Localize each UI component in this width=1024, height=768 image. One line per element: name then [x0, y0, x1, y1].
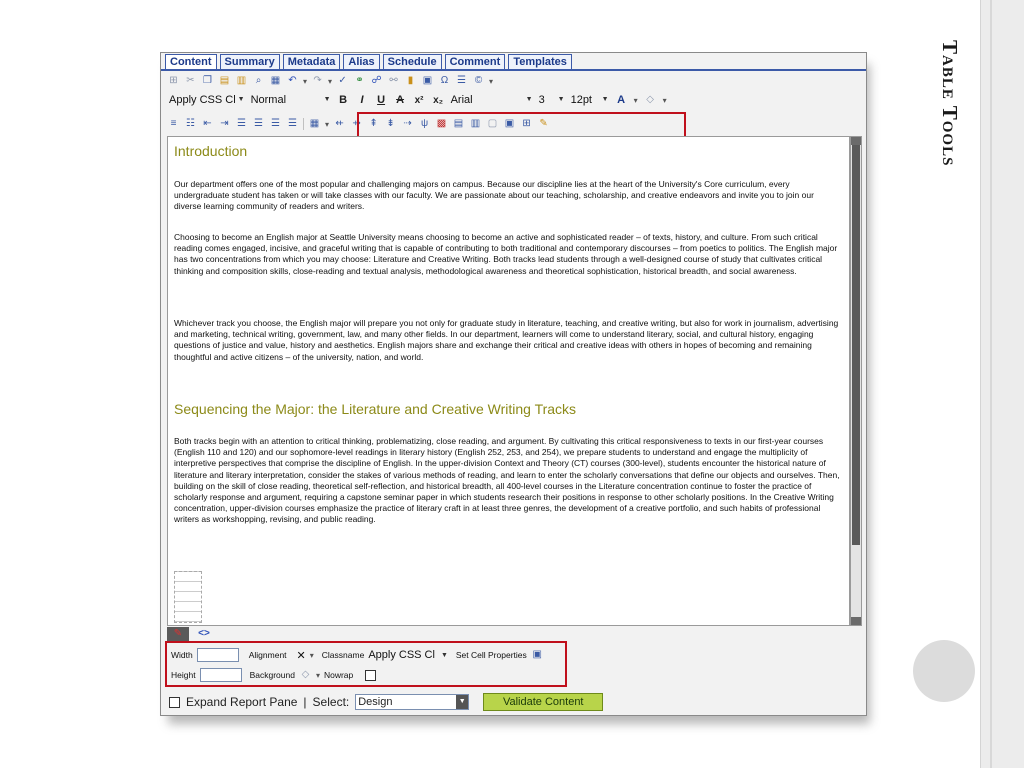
width-label: Width [171, 650, 193, 660]
insert-table-icon[interactable]: ▦ [309, 118, 320, 129]
tab-summary[interactable]: Summary [220, 54, 280, 70]
tab-metadata[interactable]: Metadata [283, 54, 341, 70]
chevron-down-icon: ▼ [601, 96, 609, 103]
scroll-down-icon[interactable] [851, 617, 861, 625]
paragraph-1: Our department offers one of the most popular and challenging majors on campus. Because our discipline lies at the heart of the University's Core curriculum, every undergraduate student has taken or will take classes with our faculty. We are passionate about our teaching, scholarship, and creative endeavors and invite you to join our diverse learning community of readers and writers. [174, 179, 814, 212]
font-color-dropdown-icon[interactable]: ▾ [633, 95, 638, 105]
subscript-button[interactable]: x₂ [433, 94, 444, 106]
chevron-down-icon: ▼ [237, 96, 245, 103]
right-divider [990, 0, 992, 768]
nowrap-label: Nowrap [323, 670, 354, 680]
copy-icon[interactable]: ❐ [203, 75, 212, 86]
font-name-select[interactable] [451, 93, 533, 107]
mode-bar [167, 627, 215, 641]
bottom-bar [169, 694, 603, 710]
insert-row-above-icon[interactable]: ⇞ [369, 118, 378, 129]
tab-bar [165, 54, 572, 70]
merge-right-icon[interactable]: ⇢ [403, 118, 412, 129]
strikethrough-button[interactable]: A [396, 94, 405, 106]
tab-content[interactable]: Content [165, 54, 217, 70]
font-size-select[interactable] [539, 93, 565, 107]
insert-row-below-icon[interactable]: ⇟ [386, 118, 395, 129]
bullet-list-icon[interactable]: ☷ [186, 118, 195, 129]
chevron-down-icon[interactable]: ▼ [440, 651, 448, 659]
align-center-icon[interactable]: ☰ [254, 118, 263, 129]
align-left-icon[interactable]: ☰ [237, 118, 246, 129]
html-mode-icon[interactable]: <> [198, 628, 210, 639]
tab-schedule[interactable]: Schedule [383, 54, 442, 70]
special-chars-icon[interactable]: Ω [440, 75, 449, 86]
css-class-select[interactable] [169, 93, 245, 107]
alignment-label: Alignment [248, 650, 287, 660]
print-icon[interactable]: ▦ [270, 75, 281, 86]
background-label: Background [249, 670, 295, 680]
paragraph-4: Both tracks begin with an attention to critical thinking, problematizing, close reading, and argument. By cultivating this critical responsiveness to texts in our first-year courses (English 110 and 120) and our sophomore-level readings in literary history (English 252, 253, and 254), we prepare students to understand and engage the multiplicity of interpretive perspectives that comprise the discipline of English. In the upper-division Context and Theory (CT) courses (300-level), students encounter the historical nature of literature and literary interpretation, consider the stakes of various methods of reading, and learn to enter the scholarly conversations that define our objects and ourselves. Then, building on the skill of close reading, theoretical self-reflection, and historical breadth, all 400-level courses in the Literature concentration continue to foster the practice of scholarly response and argument, requiring a capstone seminar paper in which students research their positions in response to other scholarly positions. In the Creative Writing concentration, upper-division courses emphasize the practice of literary craft in at least three genres, the development of a creative portfolio, and such habits of professional writers as workshopping, revising, and public reading. [174, 436, 840, 525]
numbered-list-icon[interactable]: ≡ [170, 118, 177, 129]
content-editor[interactable] [167, 136, 850, 626]
split-cell-icon[interactable]: ψ [420, 118, 429, 129]
toolbar-row-1 [167, 73, 493, 89]
tab-templates[interactable]: Templates [508, 54, 572, 70]
symbols-dropdown-icon[interactable]: ▾ [489, 76, 494, 86]
font-point-select[interactable] [571, 93, 609, 107]
tab-alias[interactable]: Alias [343, 54, 379, 70]
background-color-icon[interactable]: ◇ [301, 669, 310, 680]
mode-select-value: Design [358, 696, 393, 708]
chevron-down-icon: ▼ [557, 96, 565, 103]
paragraph-style-select[interactable] [251, 93, 331, 107]
paste-icon[interactable]: ▤ [219, 75, 230, 86]
spellcheck-icon[interactable]: ✓ [338, 75, 347, 86]
slide-title: Table Tools [938, 40, 962, 167]
image-icon[interactable]: ▣ [422, 75, 433, 86]
tab-comment[interactable]: Comment [445, 54, 506, 70]
undo-dropdown-icon[interactable]: ▾ [303, 76, 308, 86]
expand-report-label: Expand Report Pane [186, 695, 298, 709]
insert-column-right-icon[interactable]: ⇸ [352, 118, 361, 129]
cell-panel-highlight [165, 641, 567, 687]
italic-button[interactable]: I [360, 94, 364, 106]
underline-button[interactable]: U [377, 94, 386, 106]
delete-row-icon[interactable]: ▤ [453, 118, 464, 129]
select-label: Select: [312, 695, 350, 709]
scroll-thumb[interactable] [852, 145, 860, 545]
paragraph-2: Choosing to become an English major at Seattle University means choosing to become an active and sophisticated reader – of texts, history, and culture. From such critical reading comes engaged, incisive, and graceful writing that is capable of contributing to both traditional and contemporary discourses – from poetics to politics. The English major has two concentrations from which you may choose: Literature and Creative Writing. Both tracks lead students through a well-designed course of study that cultivates critical thinking and composition skills, close-reading and textual analysis, methodological awareness and theoretical sophistication, historical breadth, and social awareness. [174, 232, 838, 276]
insert-column-left-icon[interactable]: ⇷ [335, 118, 344, 129]
right-band [980, 0, 1024, 768]
table-dropdown-icon[interactable]: ▾ [325, 119, 330, 129]
set-cell-properties-label: Set Cell Properties [455, 650, 527, 660]
redo-icon[interactable]: ↷ [313, 75, 322, 86]
heading-sequencing: Sequencing the Major: the Literature and Creative Writing Tracks [174, 401, 577, 417]
outdent-icon[interactable]: ⇤ [203, 118, 212, 129]
fullscreen-icon[interactable]: ⊞ [169, 75, 178, 86]
classname-label: Classname [321, 650, 365, 660]
undo-icon[interactable]: ↶ [288, 75, 297, 86]
font-name-value: Arial [450, 94, 473, 106]
classname-select[interactable]: Apply CSS Cl [368, 649, 435, 661]
toolbar-row-2 [169, 92, 667, 108]
copyright-icon[interactable]: © [474, 75, 483, 86]
background-dropdown-icon[interactable]: ▾ [315, 670, 320, 680]
paragraph-3: Whichever track you choose, the English major will prepare you not only for graduate study in literature, teaching, and creative writing, but also for work in journalism, advertising and marketing, technical writing, government, law, and many other fields. In our department, learners will come to understand literary, social, and cultural history, engaging questions of justice and value, history and aesthetics. English majors share and exchange their critical and creative ideas with others in hopes of becoming and remaining thoughtful and active citizens – of the university, nation, and world. [174, 318, 839, 362]
delete-cell-icon[interactable]: ▩ [436, 118, 447, 129]
paragraph-style-value: Normal [250, 94, 287, 106]
unlink-icon[interactable]: ⚯ [389, 75, 398, 86]
toolbar-separator [303, 118, 304, 130]
justify-icon[interactable]: ☰ [288, 118, 297, 129]
heading-introduction: Introduction [174, 143, 248, 159]
set-cell-properties-icon[interactable]: ▣ [532, 649, 542, 660]
link-manager-icon[interactable]: ☍ [371, 75, 382, 86]
table-properties-icon[interactable]: ⊞ [522, 118, 531, 129]
alignment-dropdown-icon[interactable]: ▾ [309, 650, 314, 660]
design-mode-icon[interactable]: ✎ [167, 627, 189, 641]
mode-select[interactable] [355, 694, 469, 710]
cut-icon[interactable]: ✂ [186, 75, 195, 86]
content-scrollbar[interactable] [850, 136, 862, 626]
highlight-color-icon[interactable]: ◇ [646, 94, 654, 105]
bottom-separator: | [303, 695, 307, 709]
delete-column-icon[interactable]: ▥ [470, 118, 481, 129]
decorative-circle [913, 640, 975, 702]
table-wizard-icon[interactable]: ✎ [539, 118, 548, 129]
alignment-icon[interactable]: ✕ [296, 649, 306, 662]
css-class-value: Apply CSS Cl [169, 94, 236, 106]
indent-icon[interactable]: ⇥ [220, 118, 229, 129]
expand-report-checkbox[interactable] [169, 697, 180, 708]
font-size-value: 3 [538, 94, 545, 106]
chevron-down-icon: ▼ [456, 695, 468, 709]
hyperlink-icon[interactable]: ⚭ [355, 75, 364, 86]
align-right-icon[interactable]: ☰ [271, 118, 280, 129]
find-icon[interactable]: ⌕ [255, 75, 262, 86]
editor-window [160, 52, 867, 716]
merge-cells-icon[interactable]: ▢ [487, 118, 498, 129]
chevron-down-icon: ▼ [525, 96, 533, 103]
redo-dropdown-icon[interactable]: ▾ [328, 76, 333, 86]
height-label: Height [171, 670, 196, 680]
table-toolbar-highlight [357, 112, 686, 139]
validate-content-button[interactable]: Validate Content [483, 693, 603, 711]
font-color-button[interactable]: A [617, 94, 626, 106]
list-props-icon[interactable]: ☰ [457, 75, 467, 86]
chevron-down-icon: ▼ [323, 96, 331, 103]
tab-underline [161, 69, 866, 71]
empty-table-placeholder[interactable] [174, 571, 202, 623]
scroll-up-icon[interactable] [851, 137, 861, 145]
paste-text-icon[interactable]: ▥ [236, 75, 247, 86]
bold-button[interactable]: B [339, 94, 348, 106]
font-point-value: 12pt [570, 94, 592, 106]
highlight-dropdown-icon[interactable]: ▾ [662, 95, 667, 105]
library-icon[interactable]: ▮ [407, 75, 414, 86]
superscript-button[interactable]: x² [414, 94, 424, 106]
cell-properties-icon[interactable]: ▣ [504, 118, 515, 129]
